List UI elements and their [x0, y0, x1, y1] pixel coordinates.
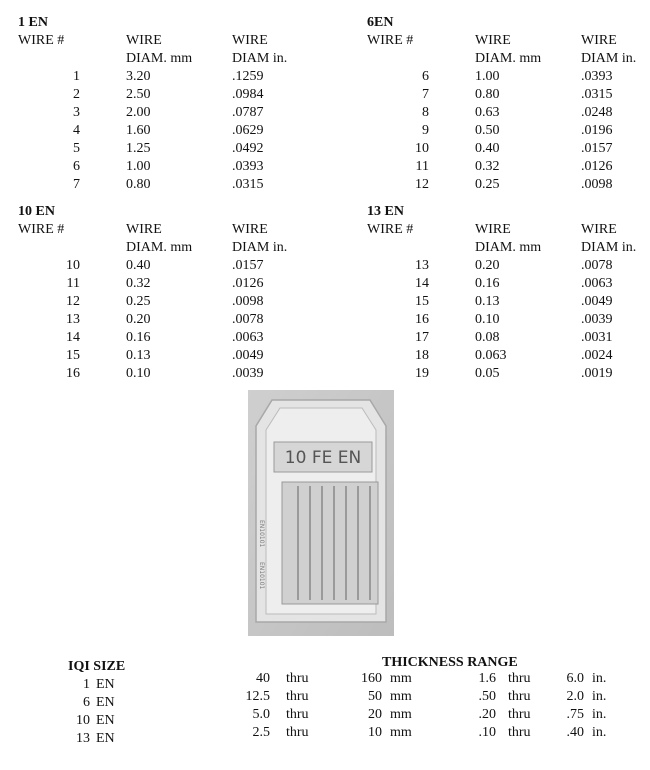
iqi-image — [248, 390, 394, 636]
iqi-size-item — [68, 676, 188, 694]
diameter-in-cell: .0039 — [581, 312, 613, 327]
header-wire-mm-line2: DIAM. mm — [126, 51, 193, 66]
table-header — [367, 221, 650, 257]
diameter-mm-cell: 0.50 — [475, 123, 500, 138]
header-wire-number: WIRE # — [18, 33, 65, 48]
diameter-mm-cell: 0.08 — [475, 330, 500, 345]
table-title: 1 EN — [18, 15, 48, 30]
iqi-size-title: IQI SIZE — [68, 659, 126, 674]
thickness-cell: in. — [592, 689, 607, 704]
thickness-cell: 20 — [368, 707, 382, 722]
thickness-row — [240, 724, 640, 742]
iqi-size-unit: EN — [96, 695, 115, 710]
thickness-cell: 2.5 — [252, 725, 270, 740]
header-wire-mm-line2: DIAM. mm — [475, 51, 542, 66]
diameter-mm-cell: 0.063 — [475, 348, 507, 363]
iqi-size-unit: EN — [96, 677, 115, 692]
table-row — [18, 257, 308, 275]
thickness-range-title: THICKNESS RANGE — [382, 655, 518, 670]
diameter-in-cell: .0126 — [232, 276, 264, 291]
diameter-in-cell: .0126 — [581, 159, 613, 174]
table-header — [18, 221, 308, 257]
iqi-size-unit: EN — [96, 713, 115, 728]
table-row — [18, 158, 308, 176]
diameter-in-cell: .0787 — [232, 105, 264, 120]
diameter-in-cell: .1259 — [232, 69, 264, 84]
header-wire-number: WIRE # — [367, 33, 414, 48]
diameter-mm-cell: 0.40 — [475, 141, 500, 156]
wire-number-cell: 14 — [66, 330, 80, 345]
thickness-cell: 2.0 — [566, 689, 584, 704]
diameter-in-cell: .0019 — [581, 366, 613, 381]
diameter-in-cell: .0031 — [581, 330, 613, 345]
iqi-size-number: 10 — [76, 713, 90, 728]
wire-number-cell: 11 — [66, 276, 80, 291]
table-row — [367, 176, 650, 194]
wire-number-cell: 13 — [415, 258, 429, 273]
diameter-mm-cell: 1.00 — [475, 69, 500, 84]
thickness-cell: mm — [390, 707, 412, 722]
thickness-cell: 50 — [368, 689, 382, 704]
thickness-cell: in. — [592, 671, 607, 686]
wire-number-cell: 14 — [415, 276, 429, 291]
header-wire-mm-line1: WIRE — [126, 222, 162, 237]
wire-number-cell: 11 — [415, 159, 429, 174]
table-row — [367, 68, 650, 86]
table-row — [367, 140, 650, 158]
table-row — [18, 275, 308, 293]
table-title: 6EN — [367, 15, 394, 30]
table-header — [18, 32, 308, 68]
table-row — [367, 104, 650, 122]
thickness-cell: thru — [286, 671, 309, 686]
table-13en — [367, 203, 650, 383]
diameter-in-cell: .0098 — [232, 294, 264, 309]
thickness-cell: 160 — [361, 671, 382, 686]
header-wire-mm-line1: WIRE — [475, 33, 511, 48]
table-10en — [18, 203, 308, 383]
wire-number-cell: 15 — [415, 294, 429, 309]
diameter-in-cell: .0315 — [581, 87, 613, 102]
table-row — [367, 275, 650, 293]
thickness-cell: mm — [390, 689, 412, 704]
thickness-cell: thru — [286, 689, 309, 704]
thickness-cell: 40 — [256, 671, 270, 686]
wire-number-cell: 10 — [66, 258, 80, 273]
iqi-size-number: 13 — [76, 731, 90, 746]
thickness-row — [240, 706, 640, 724]
header-wire-in-line2: DIAM in. — [581, 51, 637, 66]
diameter-in-cell: .0629 — [232, 123, 264, 138]
thickness-cell: 12.5 — [245, 689, 270, 704]
diameter-mm-cell: 0.20 — [126, 312, 151, 327]
iqi-size-number: 1 — [83, 677, 90, 692]
table-row — [18, 347, 308, 365]
thickness-cell: thru — [508, 671, 531, 686]
diameter-in-cell: .0063 — [581, 276, 613, 291]
wire-number-cell: 17 — [415, 330, 429, 345]
diameter-in-cell: .0248 — [581, 105, 613, 120]
iqi-size-item — [68, 694, 188, 712]
header-wire-in-line2: DIAM in. — [581, 240, 637, 255]
thickness-cell: 10 — [368, 725, 382, 740]
table-row — [18, 365, 308, 383]
thickness-cell: .75 — [566, 707, 584, 722]
thickness-cell: .20 — [478, 707, 496, 722]
wire-number-cell: 4 — [73, 123, 80, 138]
table-row — [367, 257, 650, 275]
diameter-mm-cell: 0.10 — [126, 366, 151, 381]
iqi-size-list — [68, 658, 188, 748]
header-wire-in-line2: DIAM in. — [232, 240, 288, 255]
thickness-cell: mm — [390, 725, 412, 740]
table-6en — [367, 14, 650, 194]
table-row — [18, 329, 308, 347]
table-row — [18, 311, 308, 329]
diameter-in-cell: .0049 — [232, 348, 264, 363]
wire-number-cell: 15 — [66, 348, 80, 363]
table-row — [367, 347, 650, 365]
table-row — [18, 176, 308, 194]
wire-number-cell: 12 — [66, 294, 80, 309]
thickness-cell: .50 — [478, 689, 496, 704]
iqi-size-item — [68, 712, 188, 730]
wire-number-cell: 1 — [73, 69, 80, 84]
thickness-cell: 5.0 — [252, 707, 270, 722]
diameter-in-cell: .0315 — [232, 177, 264, 192]
table-row — [367, 122, 650, 140]
thickness-row — [240, 688, 640, 706]
header-wire-mm-line1: WIRE — [126, 33, 162, 48]
diameter-mm-cell: 1.00 — [126, 159, 151, 174]
table-row — [367, 311, 650, 329]
diameter-mm-cell: 1.60 — [126, 123, 151, 138]
diameter-in-cell: .0024 — [581, 348, 613, 363]
diameter-in-cell: .0157 — [232, 258, 264, 273]
table-title: 10 EN — [18, 204, 55, 219]
table-row — [367, 365, 650, 383]
thickness-row — [240, 670, 640, 688]
wire-number-cell: 6 — [422, 69, 429, 84]
wire-number-cell: 7 — [73, 177, 80, 192]
table-title: 13 EN — [367, 204, 404, 219]
thickness-cell: in. — [592, 725, 607, 740]
wire-number-cell: 8 — [422, 105, 429, 120]
iqi-side-text-1: EN10101 — [258, 520, 265, 548]
wire-number-cell: 10 — [415, 141, 429, 156]
diameter-in-cell: .0393 — [581, 69, 613, 84]
thickness-cell: thru — [286, 725, 309, 740]
diameter-mm-cell: 0.32 — [475, 159, 500, 174]
diameter-mm-cell: 0.80 — [475, 87, 500, 102]
header-wire-in-line1: WIRE — [232, 33, 268, 48]
table-row — [367, 86, 650, 104]
diameter-in-cell: .0078 — [232, 312, 264, 327]
diameter-in-cell: .0492 — [232, 141, 264, 156]
wire-number-cell: 3 — [73, 105, 80, 120]
diameter-in-cell: .0039 — [232, 366, 264, 381]
table-row — [18, 86, 308, 104]
table-row — [18, 68, 308, 86]
diameter-mm-cell: 0.13 — [126, 348, 151, 363]
table-row — [367, 293, 650, 311]
header-wire-mm-line2: DIAM. mm — [126, 240, 193, 255]
diameter-mm-cell: 0.05 — [475, 366, 500, 381]
diameter-mm-cell: 2.50 — [126, 87, 151, 102]
wire-number-cell: 12 — [415, 177, 429, 192]
diameter-mm-cell: 0.16 — [126, 330, 151, 345]
wire-number-cell: 9 — [422, 123, 429, 138]
table-row — [18, 293, 308, 311]
iqi-photo — [248, 390, 394, 636]
diameter-in-cell: .0063 — [232, 330, 264, 345]
wire-number-cell: 2 — [73, 87, 80, 102]
header-wire-in-line1: WIRE — [581, 33, 617, 48]
diameter-in-cell: .0984 — [232, 87, 264, 102]
header-wire-in-line2: DIAM in. — [232, 51, 288, 66]
wire-number-cell: 16 — [415, 312, 429, 327]
diameter-in-cell: .0196 — [581, 123, 613, 138]
thickness-cell: 6.0 — [566, 671, 584, 686]
wire-number-cell: 6 — [73, 159, 80, 174]
thickness-cell: 1.6 — [478, 671, 496, 686]
diameter-mm-cell: 0.40 — [126, 258, 151, 273]
wire-number-cell: 18 — [415, 348, 429, 363]
table-row — [18, 104, 308, 122]
diameter-mm-cell: 0.25 — [126, 294, 151, 309]
iqi-label: 10 FE EN — [284, 448, 362, 468]
diameter-mm-cell: 0.13 — [475, 294, 500, 309]
wire-number-cell: 7 — [422, 87, 429, 102]
diameter-mm-cell: 1.25 — [126, 141, 151, 156]
diameter-in-cell: .0078 — [581, 258, 613, 273]
thickness-cell: .40 — [566, 725, 584, 740]
header-wire-in-line1: WIRE — [581, 222, 617, 237]
diameter-mm-cell: 3.20 — [126, 69, 151, 84]
wire-number-cell: 19 — [415, 366, 429, 381]
diameter-mm-cell: 0.80 — [126, 177, 151, 192]
iqi-size-number: 6 — [83, 695, 90, 710]
thickness-cell: thru — [508, 689, 531, 704]
table-row — [18, 140, 308, 158]
diameter-in-cell: .0393 — [232, 159, 264, 174]
thickness-cell: thru — [508, 707, 531, 722]
header-wire-mm-line2: DIAM. mm — [475, 240, 542, 255]
table-row — [367, 158, 650, 176]
thickness-cell: thru — [286, 707, 309, 722]
header-wire-mm-line1: WIRE — [475, 222, 511, 237]
wire-number-cell: 13 — [66, 312, 80, 327]
thickness-cell: thru — [508, 725, 531, 740]
iqi-side-text-2: EN10101 — [258, 562, 265, 590]
diameter-mm-cell: 0.10 — [475, 312, 500, 327]
thickness-cell: mm — [390, 671, 412, 686]
header-wire-number: WIRE # — [18, 222, 65, 237]
thickness-cell: .10 — [478, 725, 496, 740]
diameter-mm-cell: 0.20 — [475, 258, 500, 273]
diameter-mm-cell: 0.63 — [475, 105, 500, 120]
diameter-mm-cell: 0.32 — [126, 276, 151, 291]
iqi-size-unit: EN — [96, 731, 115, 746]
table-row — [367, 329, 650, 347]
iqi-size-item — [68, 730, 188, 748]
thickness-cell: in. — [592, 707, 607, 722]
diameter-mm-cell: 0.25 — [475, 177, 500, 192]
wire-number-cell: 5 — [73, 141, 80, 156]
diameter-in-cell: .0098 — [581, 177, 613, 192]
diameter-mm-cell: 0.16 — [475, 276, 500, 291]
diameter-in-cell: .0049 — [581, 294, 613, 309]
diameter-mm-cell: 2.00 — [126, 105, 151, 120]
header-wire-number: WIRE # — [367, 222, 414, 237]
wire-number-cell: 16 — [66, 366, 80, 381]
header-wire-in-line1: WIRE — [232, 222, 268, 237]
diameter-in-cell: .0157 — [581, 141, 613, 156]
table-row — [18, 122, 308, 140]
table-1en — [18, 14, 308, 194]
table-header — [367, 32, 650, 68]
